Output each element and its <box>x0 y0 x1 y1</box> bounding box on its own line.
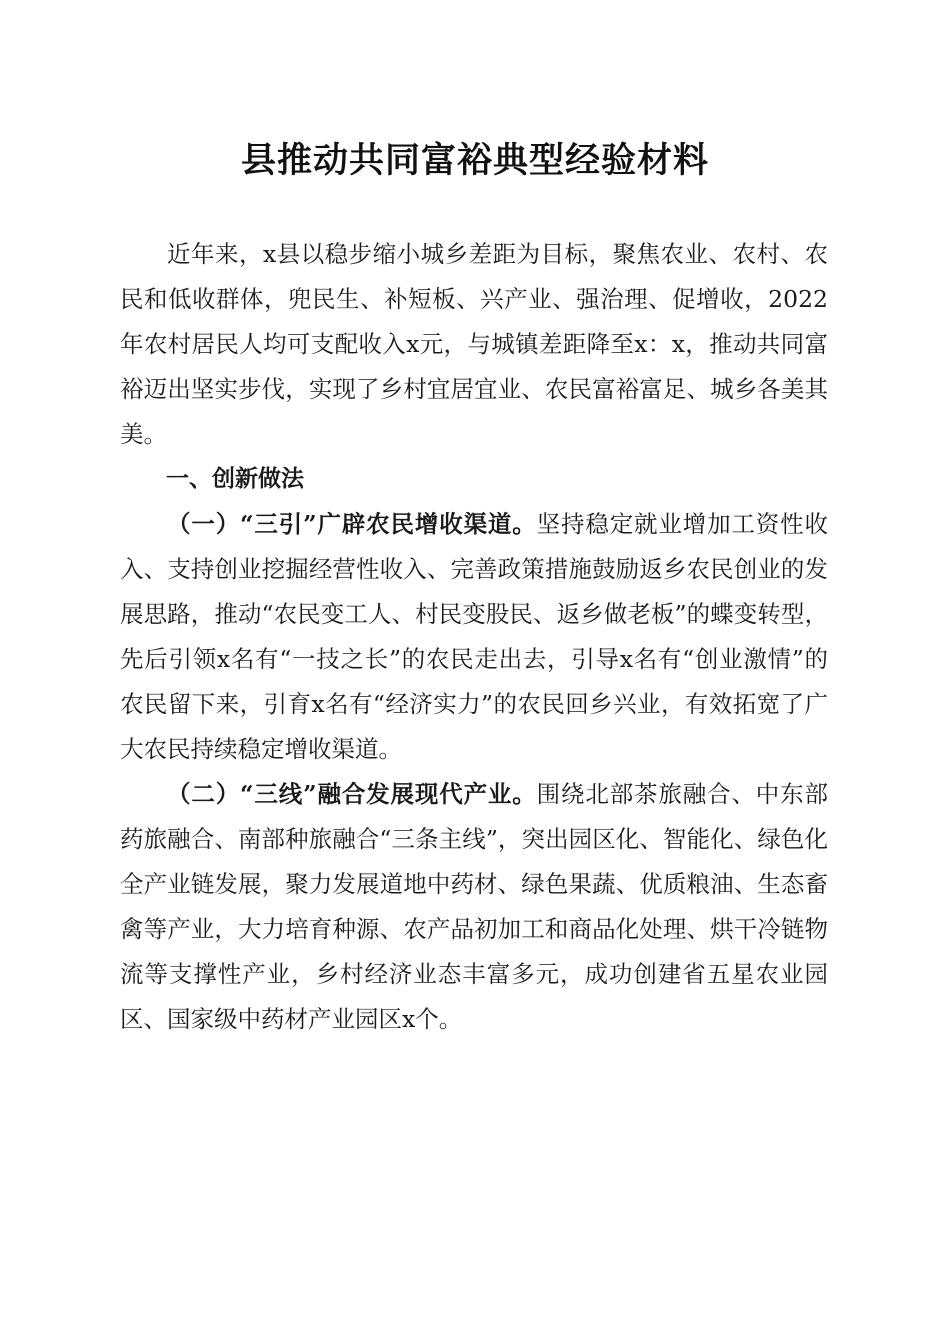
item-2-text: 围绕北部茶旅融合、中东部药旅融合、南部种旅融合“三条主线”，突出园区化、智能化、绿色化全产业链发展，聚力发展道地中药材、绿色果蔬、优质粮油、生态畜禽等产业，大力培育种源、农产品初加工和商品化处理、烘干冷链物流等支撑性产业，乡村经济业态丰富多元，成功创建省五星农业园区、国家级中药材产业园区x个。 <box>120 780 828 1033</box>
item-2-lead: （二）“三线”融合发展现代产业。 <box>167 780 537 808</box>
paragraph-item-2 <box>120 772 828 1042</box>
intro-paragraph: 近年来，x县以稳步缩小城乡差距为目标，聚焦农业、农村、农民和低收群体，兜民生、补短板、兴产业、强治理、促增收，2022年农村居民人均可支配收入x元，与城镇差距降至x：x，推动共同富裕迈出坚实步伐，实现了乡村宜居宜业、农民富裕富足、城乡各美其美。 <box>120 240 828 448</box>
item-1-lead: （一）“三引”广辟农民增收渠道。 <box>167 510 537 538</box>
section-heading-innovations: 一、创新做法 <box>166 466 304 492</box>
document-body <box>120 232 828 1042</box>
document-title: 县推动共同富裕典型经验材料 <box>240 140 709 181</box>
item-1-text: 坚持稳定就业增加工资性收入、支持创业挖掘经营性收入、完善政策措施鼓励返乡农民创业的发展思路，推动“农民变工人、村民变股民、返乡做老板”的蝶变转型，先后引领x名有“一技之长”的农民走出去，引导x名有“创业激情”的农民留下来，引育x名有“经济实力”的农民回乡兴业，有效拓宽了广大农民持续稳定增收渠道。 <box>120 510 828 763</box>
paragraph-item-1 <box>120 502 828 772</box>
